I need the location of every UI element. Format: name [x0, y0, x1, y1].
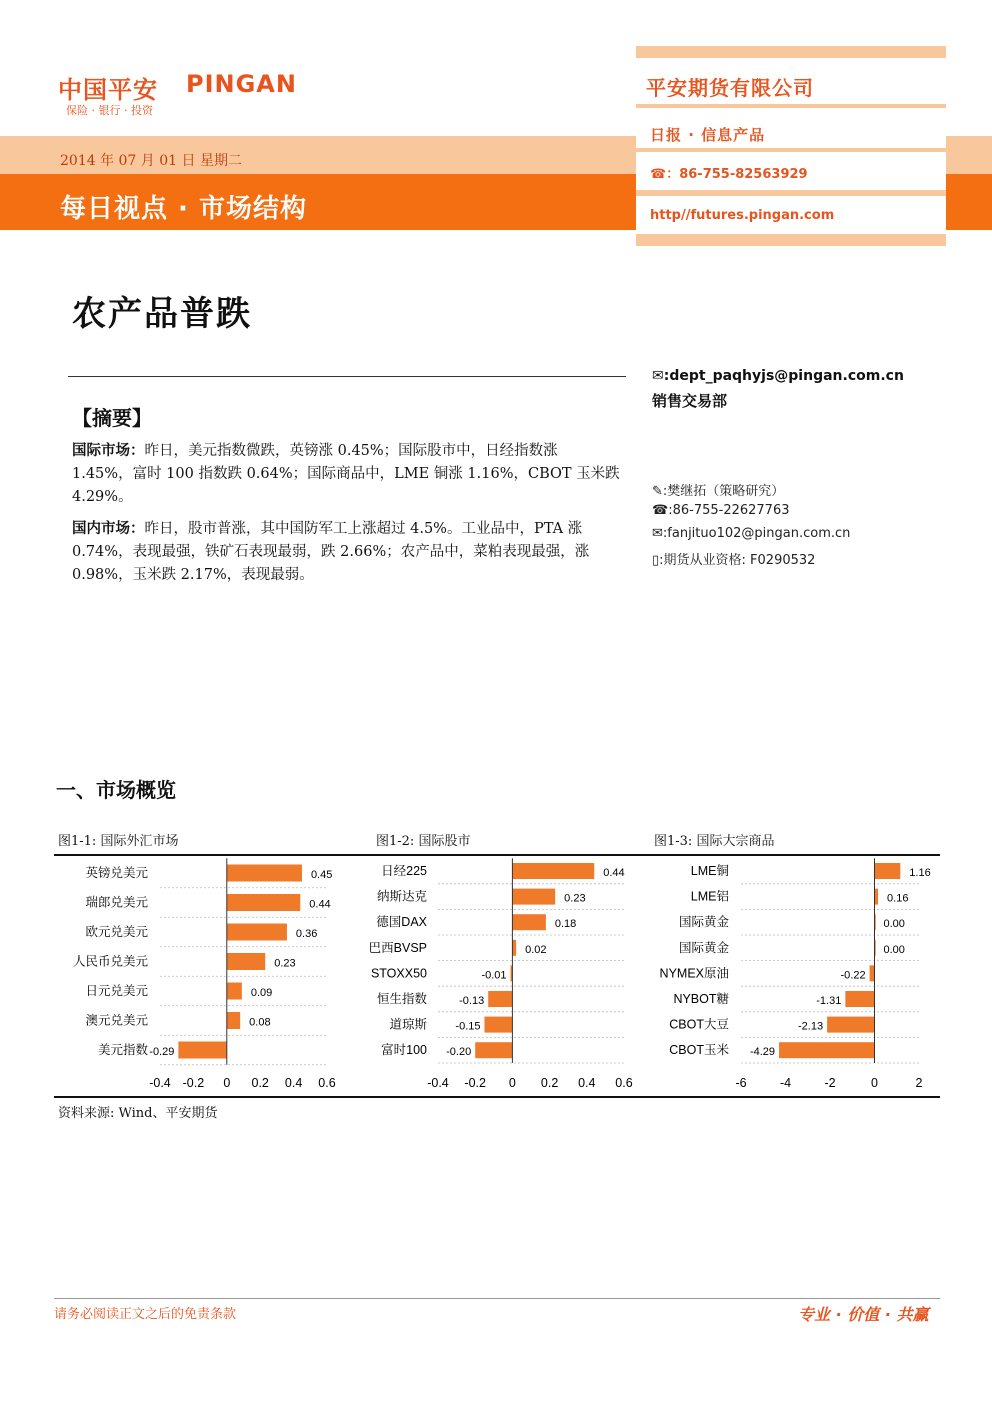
- tick-label: 0.4: [578, 1076, 596, 1090]
- category-label: 日元兑美元: [85, 984, 148, 998]
- value-label: 0.16: [887, 892, 909, 905]
- analyst-name: ✎:樊继拓（策略研究）: [652, 484, 785, 499]
- report-date: 2014 年 07 月 01 日 星期二: [60, 153, 242, 169]
- value-label: 0.18: [554, 918, 577, 931]
- category-label: CBOT玉米: [669, 1043, 729, 1058]
- mail-icon: ✉: [652, 526, 663, 541]
- value-label: -0.29: [149, 1046, 175, 1058]
- company-phone: ☎：86-755-82563929: [650, 167, 808, 182]
- column-title: 每日视点 · 市场结构: [60, 194, 307, 224]
- tick-label: 0: [223, 1076, 231, 1090]
- category-label: LME铝: [690, 889, 729, 904]
- tick-label: -2: [824, 1076, 836, 1090]
- abstract-label-domestic: 国内市场：: [72, 521, 145, 537]
- tick-label: -0.4: [149, 1076, 171, 1090]
- logo-english: PINGAN: [186, 70, 297, 98]
- company-name: 平安期货有限公司: [646, 76, 814, 100]
- category-label: 欧元兑美元: [85, 925, 148, 939]
- report-type: 日报 · 信息产品: [650, 126, 766, 144]
- abstract-label-international: 国际市场：: [72, 443, 145, 459]
- bar: [227, 983, 242, 1000]
- chart-title-2: 图1-2: 国际股市: [376, 834, 471, 849]
- value-label: 0.02: [525, 943, 547, 956]
- value-label: 0.44: [603, 867, 625, 879]
- tick-label: -4: [779, 1076, 792, 1090]
- page-title: 农产品普跌: [72, 294, 252, 334]
- value-label: 1.16: [909, 867, 931, 879]
- charts-svg: [0, 855, 992, 1095]
- value-label: 0.45: [310, 869, 333, 881]
- chart-stocks: [369, 858, 633, 1090]
- value-label: 0.44: [309, 898, 331, 911]
- chart-bottom-rule: [54, 1096, 940, 1098]
- dept-email[interactable]: ✉:dept_paqhyjs@pingan.com.cn: [652, 368, 904, 384]
- tick-label: 0.6: [615, 1076, 633, 1090]
- category-label: 德国DAX: [376, 915, 427, 930]
- value-label: -0.01: [481, 969, 507, 982]
- bar: [178, 1042, 226, 1059]
- section-title: 一、市场概览: [56, 778, 176, 802]
- divider: [68, 376, 626, 377]
- bar: [845, 991, 874, 1007]
- tick-label: -6: [735, 1076, 747, 1090]
- phone-icon: ☎：: [650, 167, 680, 182]
- chart-commodities: [660, 858, 931, 1090]
- abstract-title: 【摘要】: [72, 406, 152, 430]
- bar: [870, 965, 875, 981]
- phone-icon: ☎: [652, 503, 669, 518]
- tick-label: 0.2: [540, 1076, 559, 1090]
- tick-label: 0.2: [251, 1076, 269, 1090]
- bar: [875, 889, 879, 905]
- bar: [227, 894, 300, 911]
- category-label: CBOT大豆: [669, 1017, 729, 1032]
- value-label: 0.00: [883, 918, 905, 931]
- tick-label: -0.4: [427, 1076, 449, 1090]
- category-label: 富时100: [381, 1043, 427, 1058]
- book-icon: ▯: [652, 553, 660, 568]
- value-label: 0.08: [249, 1016, 271, 1029]
- bar: [227, 924, 287, 941]
- footer-disclaimer[interactable]: 请务必阅读正文之后的免责条款: [54, 1307, 237, 1322]
- abstract-international: 国际市场：昨日，美元指数微跌，英镑涨 0.45%；国际股市中，日经指数涨 1.45%，富时 100 指数跌 0.64%；国际商品中，LME 铜涨 1.16%，CBOT 玉米跌 4.29%。: [72, 443, 620, 505]
- value-label: 0.23: [564, 892, 586, 905]
- tick-label: 0.4: [284, 1076, 303, 1090]
- value-label: -0.22: [840, 969, 866, 982]
- bar: [227, 1012, 240, 1029]
- bar: [875, 863, 901, 879]
- value-label: 0.00: [883, 943, 905, 956]
- abstract-domestic: 国内市场：昨日，股市普涨，其中国防军工上涨超过 4.5%。工业品中，PTA 涨 0.74%，表现最强，铁矿石表现最弱，跌 2.66%；农产品中，菜粕表现最强，涨 0.98%，玉米跌 2.17%，表现最弱。: [72, 521, 590, 583]
- category-label: 巴西BVSP: [368, 940, 427, 955]
- value-label: -4.29: [749, 1046, 776, 1059]
- value-label: -0.15: [455, 1020, 481, 1033]
- category-label: 国际黄金: [678, 915, 729, 930]
- bar: [488, 991, 512, 1007]
- logo-tagline: 保险 · 银行 · 投资: [66, 104, 153, 117]
- category-label: NYMEX原油: [659, 966, 729, 981]
- tick-label: -0.2: [464, 1076, 486, 1090]
- category-label: 澳元兑美元: [85, 1013, 148, 1028]
- category-label: NYBOT糖: [673, 992, 729, 1006]
- bar: [512, 940, 516, 956]
- tick-label: 0.6: [318, 1076, 336, 1090]
- bar: [475, 1042, 512, 1058]
- tick-label: 0: [871, 1076, 878, 1090]
- category-label: 日经225: [381, 864, 427, 878]
- footer-rule: [54, 1298, 940, 1299]
- category-label: 恒生指数: [376, 992, 427, 1006]
- value-label: -0.13: [459, 995, 485, 1007]
- bar: [512, 914, 545, 930]
- tick-label: -0.2: [182, 1076, 205, 1090]
- value-label: -2.13: [798, 1020, 824, 1033]
- value-label: 0.36: [295, 928, 318, 940]
- footer-slogan: 专业 · 价值 · 共赢: [798, 1305, 929, 1324]
- bar: [827, 1017, 874, 1033]
- bar: [512, 863, 594, 879]
- bar: [485, 1017, 513, 1033]
- category-label: 瑞郎兑美元: [85, 895, 148, 910]
- logo-chinese: 中国平安: [58, 76, 158, 104]
- category-label: 人民币兑美元: [72, 954, 148, 969]
- category-label: LME铜: [690, 864, 729, 878]
- value-label: 0.23: [274, 957, 296, 970]
- tick-label: 0: [508, 1076, 516, 1090]
- analyst-phone: ☎:86-755-22627763: [652, 503, 790, 518]
- category-label: 道琼斯: [389, 1017, 427, 1032]
- analyst-license: ▯:期货从业资格: F0290532: [652, 553, 816, 568]
- bar: [227, 953, 265, 970]
- bar: [512, 889, 555, 905]
- category-label: STOXX50: [370, 966, 427, 981]
- source-note: 资料来源: Wind、平安期货: [58, 1106, 218, 1121]
- header-band-right-dark: [946, 174, 992, 230]
- header-band-right-light: [946, 136, 992, 174]
- chart-title-1: 图1-1: 国际外汇市场: [58, 834, 179, 849]
- tick-label: 2: [915, 1076, 923, 1090]
- mail-icon: ✉: [652, 368, 664, 384]
- value-label: -1.31: [816, 995, 842, 1007]
- analyst-email[interactable]: ✉:fanjituo102@pingan.com.cn: [652, 526, 851, 541]
- chart-fx: [73, 858, 336, 1090]
- dept-name: 销售交易部: [652, 392, 728, 410]
- bar: [779, 1042, 874, 1058]
- chart-title-3: 图1-3: 国际大宗商品: [654, 834, 775, 849]
- category-label: 国际黄金: [678, 940, 729, 955]
- category-label: 美元指数: [97, 1043, 148, 1057]
- bar: [227, 865, 302, 882]
- value-label: 0.09: [250, 987, 273, 999]
- value-label: -0.20: [446, 1046, 472, 1059]
- pen-icon: ✎: [652, 484, 663, 499]
- category-label: 纳斯达克: [376, 889, 427, 904]
- category-label: 英镑兑美元: [85, 866, 148, 880]
- company-url[interactable]: http//futures.pingan.com: [650, 208, 835, 223]
